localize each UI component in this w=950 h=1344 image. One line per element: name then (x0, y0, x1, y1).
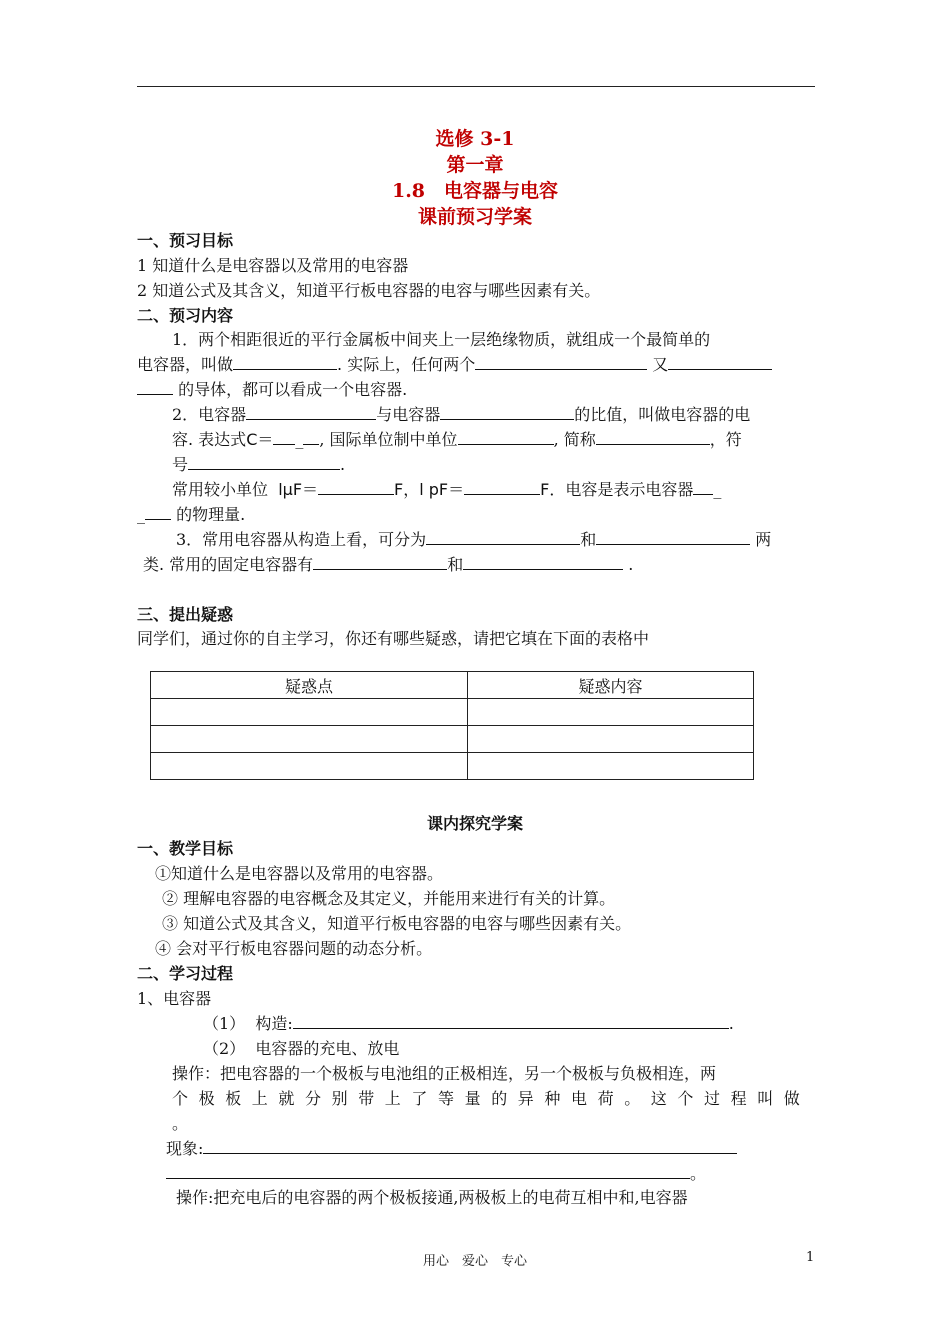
q2-text-o: _ (137, 505, 145, 524)
q1-line1: 1．两个相距很近的平行金属板中间夹上一层绝缘物质，就组成一个最简单的 (172, 330, 711, 349)
blank-q2-meaning-cont[interactable] (145, 504, 171, 520)
op1-line1: 操作：把电容器的一个极板与电池组的正极相连，另一个极板与负极相连，两 (172, 1064, 717, 1083)
phenomenon-line (166, 1136, 737, 1159)
q2-text-m: F．电容是表示电容器 (540, 480, 694, 499)
inclass-goal-2: ② 理解电容器的电容概念及其定义，并能用来进行有关的计算。 (162, 889, 616, 908)
inclass-goals-heading: 一、教学目标 (137, 839, 234, 858)
table-cell[interactable] (151, 753, 468, 780)
table-row (151, 726, 754, 753)
sub1-line (203, 1011, 734, 1034)
table-cell[interactable] (468, 753, 754, 780)
blank-q3-fixed-1[interactable] (313, 554, 447, 570)
table-cell[interactable] (151, 699, 468, 726)
blank-q3-fixed-2[interactable] (463, 554, 623, 570)
table-cell[interactable] (468, 726, 754, 753)
sub1-num: （1） (203, 1014, 246, 1033)
q2-text-c: 的比值，叫做电容器的电 (574, 405, 751, 424)
sub2-label: 电容器的充电、放电 (255, 1039, 400, 1058)
table-header-point: 疑惑点 (151, 672, 468, 699)
q2-text-l: F，l pF＝ (394, 480, 465, 499)
blank-q2-formula-2[interactable] (303, 429, 319, 445)
process-heading: 二、学习过程 (137, 964, 234, 983)
sub2-num: （2） (203, 1039, 246, 1058)
process-item-1: 1、电容器 (137, 989, 212, 1008)
q2-formula-label: C＝ (246, 430, 274, 449)
q2-line5 (137, 502, 245, 525)
q2-text-g: ，符 (709, 430, 742, 449)
sub1-end: . (728, 1014, 734, 1033)
footer-motto: 用心 爱心 专心 (422, 1254, 527, 1269)
inclass-goal-3: ③ 知道公式及其含义，知道平行板电容器的电容与哪些因素有关。 (162, 914, 632, 933)
blank-q2-pf[interactable] (464, 479, 540, 495)
q2-text-b: 与电容器 (376, 405, 441, 424)
q1-text-c: 又 (652, 355, 669, 374)
phenomenon-end: 。 (690, 1164, 707, 1183)
blank-q2-charge[interactable] (246, 404, 376, 420)
blank-q2-meaning[interactable] (693, 479, 713, 495)
blank-q1-condition-2[interactable] (668, 354, 772, 370)
phenomenon-line-2 (166, 1161, 706, 1184)
table-row (151, 699, 754, 726)
blank-q2-short[interactable] (596, 429, 710, 445)
q2-text-f: , 简称 (553, 430, 596, 449)
op1-line3: 。 (172, 1114, 189, 1133)
q2-text-d: 容. 表达式 (172, 430, 247, 449)
q3-text-c: 两 (755, 530, 772, 549)
inclass-title: 课内探究学案 (426, 814, 523, 833)
blank-phenomenon-1[interactable] (203, 1138, 737, 1154)
q3-text-e: 和 (447, 555, 464, 574)
q3-line2 (143, 552, 633, 575)
inclass-goal-4: ④ 会对平行板电容器问题的动态分析。 (155, 939, 433, 958)
blank-q1-condition-1[interactable] (475, 354, 647, 370)
table-header-content: 疑惑内容 (468, 672, 754, 699)
q2-text-e: , 国际单位制中单位 (319, 430, 458, 449)
q2-formula-underscore: _ (295, 430, 304, 449)
doubts-heading: 三、提出疑惑 (137, 605, 234, 624)
q3-text-a: 3．常用电容器从构造上看，可分为 (176, 530, 427, 549)
blank-q2-unit[interactable] (458, 429, 554, 445)
q2-text-j: 常用较小单位 (172, 480, 269, 499)
sub1-label: 构造: (255, 1014, 293, 1033)
page-number: 1 (806, 1250, 815, 1265)
q3-text-f: . (628, 555, 634, 574)
op2-line1: 操作:把充电后的电容器的两个极板接通,两极板上的电荷互相中和,电容器 (176, 1188, 688, 1207)
inclass-goal-1: ①知道什么是电容器以及常用的电容器。 (155, 864, 444, 883)
table-header-row (151, 672, 754, 699)
preview-content-heading: 二、预习内容 (137, 306, 234, 325)
q2-text-p: 的物理量. (176, 505, 246, 524)
q1-text-d: 的导体，都可以看成一个电容器. (178, 380, 408, 399)
blank-q2-uf[interactable] (318, 479, 394, 495)
q2-line4 (172, 477, 721, 500)
blank-q2-symbol[interactable] (188, 454, 340, 470)
blank-q1-name[interactable] (233, 354, 337, 370)
preview-goal-1: 1 知道什么是电容器以及常用的电容器 (137, 256, 409, 275)
sub2-line (203, 1036, 399, 1059)
blank-q2-voltage[interactable] (440, 404, 574, 420)
preview-goal-2: 2 知道公式及其含义，知道平行板电容器的电容与哪些因素有关。 (137, 281, 601, 300)
q2-text-n: _ (713, 480, 722, 499)
q2-text-h: 号 (172, 455, 189, 474)
q2-text-a: 2．电容器 (172, 405, 247, 424)
q2-line2 (172, 427, 742, 450)
table-cell[interactable] (151, 726, 468, 753)
blank-q3-type-2[interactable] (596, 529, 750, 545)
q1-line3 (137, 377, 407, 400)
preview-goals-heading: 一、预习目标 (137, 231, 234, 250)
q1-line2 (137, 352, 772, 375)
section-title: 1.8 电容器与电容 (391, 180, 559, 202)
phenomenon-label: 现象: (166, 1139, 204, 1158)
part1-title: 课前预习学案 (417, 206, 532, 228)
table-row (151, 753, 754, 780)
header-rule (137, 86, 815, 87)
blank-q2-formula[interactable] (273, 429, 295, 445)
doubts-table (150, 671, 754, 780)
chapter-title: 第一章 (446, 154, 504, 176)
table-cell[interactable] (468, 699, 754, 726)
q2-text-i: . (340, 455, 346, 474)
doubts-intro: 同学们，通过你的自主学习，你还有哪些疑惑，请把它填在下面的表格中 (137, 629, 650, 648)
course-title: 选修 3-1 (435, 128, 515, 150)
q2-line3 (172, 452, 345, 475)
q3-line1 (176, 527, 771, 550)
blank-phenomenon-2[interactable] (166, 1163, 690, 1179)
q2-line1 (172, 402, 750, 425)
q3-text-b: 和 (580, 530, 597, 549)
blank-q3-type-1[interactable] (426, 529, 580, 545)
q1-text-b: . 实际上，任何两个 (337, 355, 476, 374)
op1-line2: 个极板上就分别带上了等量的异种电荷。这个过程叫做 (172, 1089, 811, 1108)
q2-text-k: lμF＝ (278, 480, 319, 499)
q1-text-a: 电容器，叫做 (137, 355, 234, 374)
q3-text-d: 类. 常用的固定电容器有 (143, 555, 314, 574)
blank-structure[interactable] (293, 1013, 729, 1029)
blank-q1-condition-2-cont[interactable] (137, 379, 173, 395)
